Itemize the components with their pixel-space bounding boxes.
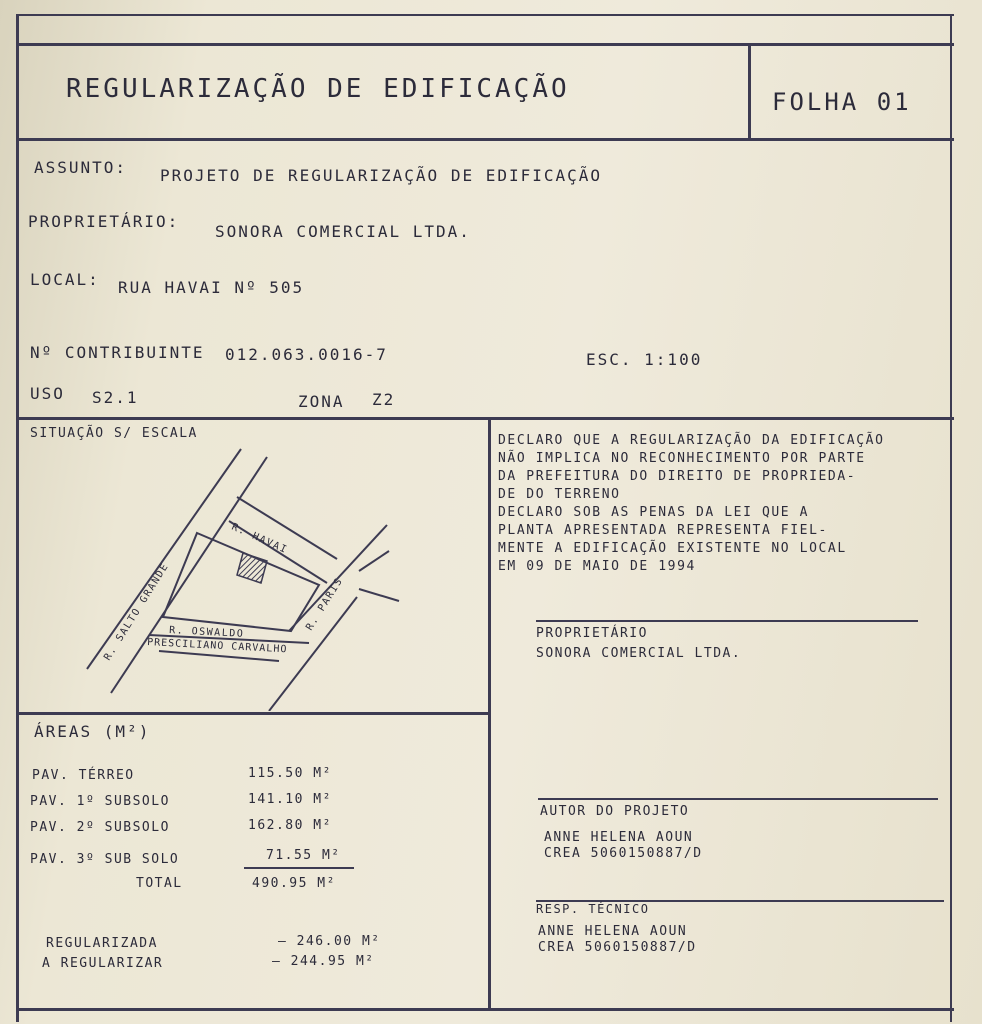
block-outline [163, 533, 319, 631]
tech-signature-title: RESP. TÉCNICO [536, 902, 650, 916]
area-total-label: TOTAL [136, 876, 183, 891]
street-label-oswaldo-2: PRESCILIANO CARVALHO [146, 637, 288, 656]
subject-label: ASSUNTO: [34, 158, 128, 177]
situation-map [19, 421, 489, 711]
lot-hatch [237, 553, 267, 583]
area-row-label: PAV. TÉRREO [32, 768, 135, 783]
taxpayer-label: Nº CONTRIBUINTE [30, 343, 205, 362]
header-top-line [16, 43, 954, 46]
tech-signature-name: ANNE HELENA AOUN [538, 924, 688, 939]
sheet-number: FOLHA 01 [772, 88, 912, 116]
areas-title: ÁREAS (M²) [34, 722, 151, 741]
declaration-line: DECLARO SOB AS PENAS DA LEI QUE A [498, 505, 810, 520]
area-row-value: 71.55 M² [266, 848, 341, 863]
scale-value: ESC. 1:100 [586, 350, 703, 369]
area-row-label: PAV. 3º SUB SOLO [30, 852, 180, 867]
street-label-oswaldo-1: R. OSWALDO [168, 625, 245, 640]
area-row-value: 115.50 M² [248, 766, 332, 781]
document-title: REGULARIZAÇÃO DE EDIFICAÇÃO [66, 74, 570, 104]
street-edge [359, 589, 399, 601]
street-label-havai: R. HAVAI [229, 521, 290, 557]
street-label-paris: R. PARIS [304, 575, 346, 633]
frame-bottom-line [16, 1008, 954, 1011]
situation-title: SITUAÇÃO S/ ESCALA [30, 426, 198, 441]
author-signature-crea: CREA 5060150887/D [544, 846, 703, 861]
area-row-value: 162.80 M² [248, 818, 332, 833]
regularized-label: REGULARIZADA [46, 936, 158, 951]
declaration-line: MENTE A EDIFICAÇÃO EXISTENTE NO LOCAL [498, 541, 847, 556]
owner-signature-title: PROPRIETÁRIO [536, 626, 648, 641]
regularized-value: – 246.00 M² [278, 934, 381, 949]
location-label: LOCAL: [30, 270, 100, 289]
zone-value: Z2 [372, 390, 396, 409]
zone-label: ZONA [298, 392, 345, 411]
declaration-line: PLANTA APRESENTADA REPRESENTA FIEL- [498, 523, 828, 538]
area-total-value: 490.95 M² [252, 876, 336, 891]
owner-signature-line [536, 620, 918, 622]
area-row-label: PAV. 1º SUBSOLO [30, 794, 170, 809]
to-regularize-label: A REGULARIZAR [42, 956, 164, 971]
situation-bottom-line [16, 712, 490, 715]
declaration-line: NÃO IMPLICA NO RECONHECIMENTO POR PARTE [498, 451, 866, 466]
use-label: USO [30, 384, 65, 403]
street-label-salto-grande: R. SALTO GRANDE [102, 561, 172, 663]
to-regularize-value: – 244.95 M² [272, 954, 375, 969]
sheet-divider-line [748, 43, 751, 141]
header-bottom-line [16, 138, 954, 141]
total-rule [244, 867, 354, 869]
declaration-line: DA PREFEITURA DO DIREITO DE PROPRIEDA- [498, 469, 857, 484]
author-signature-title: AUTOR DO PROJETO [540, 804, 690, 819]
street-edge [359, 551, 389, 571]
location-value: RUA HAVAI Nº 505 [118, 278, 305, 297]
subject-value: PROJETO DE REGULARIZAÇÃO DE EDIFICAÇÃO [160, 166, 603, 185]
owner-signature-name: SONORA COMERCIAL LTDA. [536, 646, 742, 661]
author-signature-line [538, 798, 938, 800]
declaration-line: DE DO TERRENO [498, 487, 621, 502]
owner-value: SONORA COMERCIAL LTDA. [215, 222, 471, 241]
declaration-line: EM 09 DE MAIO DE 1994 [498, 559, 696, 574]
declaration-line: DECLARO QUE A REGULARIZAÇÃO DA EDIFICAÇÃO [498, 433, 885, 448]
area-row-value: 141.10 M² [248, 792, 332, 807]
author-signature-name: ANNE HELENA AOUN [544, 830, 694, 845]
tech-signature-crea: CREA 5060150887/D [538, 940, 697, 955]
owner-label: PROPRIETÁRIO: [28, 212, 180, 231]
info-bottom-line [16, 417, 954, 420]
area-row-label: PAV. 2º SUBSOLO [30, 820, 170, 835]
taxpayer-value: 012.063.0016-7 [225, 345, 388, 364]
frame-top-line [16, 14, 954, 16]
use-value: S2.1 [92, 388, 139, 407]
frame-right-line [950, 14, 952, 1022]
